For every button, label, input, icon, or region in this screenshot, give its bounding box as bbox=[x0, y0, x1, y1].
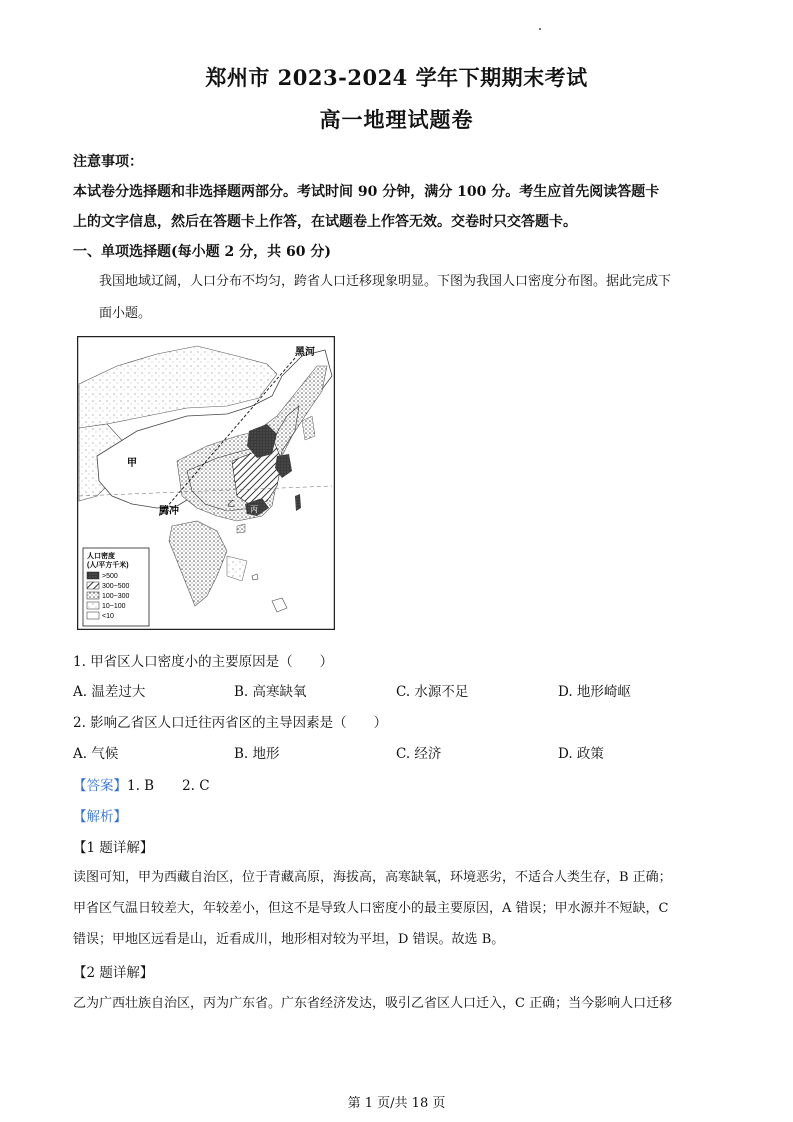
detail-1-line-1: 读图可知，甲为西藏自治区，位于青藏高原，海拔高，高寒缺氧，环境恶劣，不适合人类生存，B 正确； bbox=[73, 870, 672, 885]
question-1-stem: 1. 甲省区人口密度小的主要原因是（ ） bbox=[73, 654, 334, 670]
page-footer: 第 1 页/共 18 页 bbox=[347, 1096, 446, 1111]
map-label-heihe: 黑河 bbox=[295, 347, 315, 358]
legend-title: 人口密度 bbox=[87, 553, 115, 560]
detail-2-line-1: 乙为广西壮族自治区，丙为广东省。广东省经济发达，吸引乙省区人口迁入，C 正确；当今影响人口迁移 bbox=[73, 996, 673, 1011]
legend-item: <10 bbox=[102, 613, 114, 620]
map-label-tengchong: 腾冲 bbox=[159, 506, 179, 517]
legend-item: 10~100 bbox=[102, 603, 126, 610]
q2-option-d: D. 政策 bbox=[558, 746, 604, 762]
q1-option-c: C. 水源不足 bbox=[396, 684, 469, 700]
detail-2-label: 【2 题详解】 bbox=[73, 965, 154, 981]
q2-option-c: C. 经济 bbox=[396, 746, 442, 762]
intro-line-1: 我国地域辽阔，人口分布不均匀，跨省人口迁移现象明显。下图为我国人口密度分布图。据此完成下 bbox=[99, 274, 672, 289]
legend-item: 100~300 bbox=[102, 593, 130, 600]
exam-title: 郑州市 2023-2024 学年下期期末考试 bbox=[205, 65, 588, 90]
map-label-bing: 丙 bbox=[250, 505, 258, 514]
notice-heading: 注意事项： bbox=[73, 154, 143, 170]
section-heading: 一、单项选择题(每小题 2 分，共 60 分) bbox=[73, 244, 331, 260]
legend-unit: (人/平方千米) bbox=[87, 562, 129, 569]
legend-item: 300~500 bbox=[102, 583, 130, 590]
detail-1-line-3: 错误；甲地区远看是山，近看成川，地形相对较为平坦，D 错误。故选 B。 bbox=[73, 932, 505, 947]
q1-option-b: B. 高寒缺氧 bbox=[234, 684, 307, 700]
map-label-jia: 甲 bbox=[127, 458, 137, 469]
answer-2: 2. C bbox=[182, 778, 210, 794]
answer-1: 1. B bbox=[127, 778, 155, 794]
q1-option-d: D. 地形崎岖 bbox=[558, 684, 631, 700]
map-label-yi: 乙 bbox=[227, 499, 235, 508]
notice-line-2: 上的文字信息，然后在答题卡上作答，在试题卷上作答无效。交卷时只交答题卡。 bbox=[73, 214, 577, 230]
question-2-stem: 2. 影响乙省区人口迁往丙省区的主导因素是（ ） bbox=[73, 715, 388, 731]
population-density-map bbox=[77, 336, 335, 630]
q2-option-b: B. 地形 bbox=[234, 746, 280, 762]
answer-label: 【答案】 bbox=[73, 778, 127, 794]
detail-1-line-2: 甲省区气温日较差大，年较差小，但这不是导致人口密度小的最主要原因，A 错误；甲水源并不短缺，C bbox=[73, 901, 669, 916]
legend-item: >500 bbox=[102, 573, 118, 580]
detail-1-label: 【1 题详解】 bbox=[73, 840, 154, 856]
answer-line bbox=[73, 774, 210, 794]
notice-line-1: 本试卷分选择题和非选择题两部分。考试时间 90 分钟，满分 100 分。考生应首先阅读答题卡 bbox=[73, 184, 660, 200]
q1-option-a: A. 温差过大 bbox=[73, 684, 146, 700]
q2-option-a: A. 气候 bbox=[73, 746, 119, 762]
analysis-label: 【解析】 bbox=[73, 809, 127, 825]
scan-speck bbox=[539, 28, 541, 30]
exam-subtitle: 高一地理试题卷 bbox=[319, 107, 474, 132]
map-legend bbox=[83, 548, 149, 626]
intro-line-2: 面小题。 bbox=[99, 306, 152, 321]
